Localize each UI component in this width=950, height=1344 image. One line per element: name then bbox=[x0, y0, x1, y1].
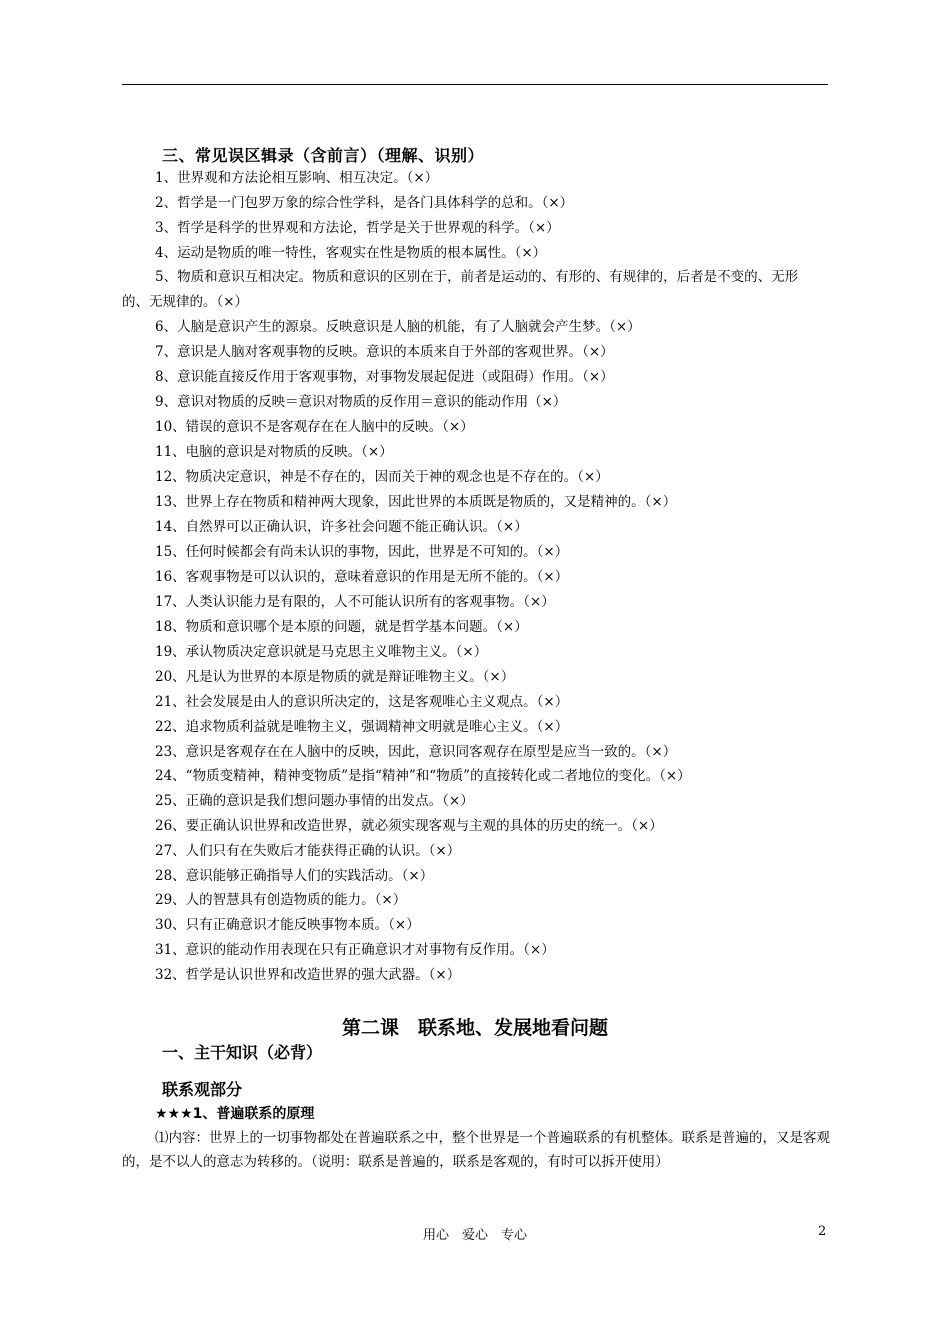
list-item: 5、物质和意识互相决定。物质和意识的区别在于，前者是运动的、有形的、有规律的，后者是不变的、无形的、无规律的。（×） bbox=[122, 269, 799, 310]
header-rule bbox=[122, 84, 828, 85]
list-item: 21、社会发展是由人的意识所决定的，这是客观唯心主义观点。（×） bbox=[155, 694, 569, 710]
list-item: 12、物质决定意识，神是不存在的，因而关于神的观念也是不存在的。（×） bbox=[155, 469, 609, 485]
heading-main-knowledge: 一、主干知识（必背） bbox=[162, 1043, 323, 1062]
list-item: 11、电脑的意识是对物质的反映。（×） bbox=[155, 444, 393, 460]
list-item: 24、“物质变精神，精神变物质”是指“精神”和“物质”的直接转化或二者地位的变化。（×） bbox=[155, 768, 691, 784]
list-item: 19、承认物质决定意识就是马克思主义唯物主义。（×） bbox=[155, 644, 488, 660]
list-item: 31、意识的能动作用表现在只有正确意识才对事物有反作用。（×） bbox=[155, 942, 555, 958]
list-item: 26、要正确认识世界和改造世界，就必须实现客观与主观的具体的历史的统一。（×） bbox=[155, 818, 663, 834]
heading-universal-connection: ★★★1、普遍联系的原理 bbox=[155, 1106, 315, 1122]
list-item: 14、自然界可以正确认识，许多社会问题不能正确认识。（×） bbox=[155, 519, 528, 535]
list-item: 9、意识对物质的反映＝意识对物质的反作用＝意识的能动作用（×） bbox=[155, 394, 567, 410]
list-item: 13、世界上存在物质和精神两大现象，因此世界的本质既是物质的，又是精神的。（×） bbox=[155, 494, 677, 510]
page-number: 2 bbox=[818, 1224, 827, 1239]
list-item: 32、哲学是认识世界和改造世界的强大武器。（×） bbox=[155, 967, 461, 983]
list-item: 2、哲学是一门包罗万象的综合性学科，是各门具体科学的总和。（×） bbox=[155, 195, 574, 211]
list-item: 8、意识能直接反作用于客观事物，对事物发展起促进（或阻碍）作用。（×） bbox=[155, 369, 614, 385]
list-item: 1、世界观和方法论相互影响、相互决定。（×） bbox=[155, 170, 439, 186]
list-item: 3、哲学是科学的世界观和方法论，哲学是关于世界观的科学。（×） bbox=[155, 220, 560, 236]
list-item: 29、人的智慧具有创造物质的能力。（×） bbox=[155, 892, 407, 908]
list-item: 15、任何时候都会有尚未认识的事物，因此，世界是不可知的。（×） bbox=[155, 544, 569, 560]
list-item: 23、意识是客观存在在人脑中的反映，因此，意识同客观存在原型是应当一致的。（×） bbox=[155, 744, 677, 760]
list-item: 10、错误的意识不是客观存在在人脑中的反映。（×） bbox=[155, 419, 474, 435]
page-footer: 用心 爱心 专心 bbox=[422, 1228, 527, 1243]
list-item: 18、物质和意识哪个是本原的问题，就是哲学基本问题。（×） bbox=[155, 619, 528, 635]
lesson-title: 第二课 联系地、发展地看问题 bbox=[341, 1017, 608, 1039]
list-item: 7、意识是人脑对客观事物的反映。意识的本质来自于外部的客观世界。（×） bbox=[155, 344, 614, 360]
list-item: 16、客观事物是可以认识的，意味着意识的作用是无所不能的。（×） bbox=[155, 569, 569, 585]
list-item: 30、只有正确意识才能反映事物本质。（×） bbox=[155, 917, 420, 933]
list-item: 20、凡是认为世界的本原是物质的就是辩证唯物主义。（×） bbox=[155, 669, 515, 685]
body-paragraph: ⑴内容：世界上的一切事物都处在普遍联系之中，整个世界是一个普遍联系的有机整体。联系是普遍的，又是客观的，是不以人的意志为转移的。（说明：联系是普遍的，联系是客观的，有时可以拆开使用） bbox=[122, 1130, 830, 1170]
section-title: 三、常见误区辑录（含前言）（理解、识别） bbox=[162, 146, 485, 165]
list-item: 6、人脑是意识产生的源泉。反映意识是人脑的机能，有了人脑就会产生梦。（×） bbox=[155, 319, 641, 335]
list-item: 4、运动是物质的唯一特性，客观实在性是物质的根本属性。（×） bbox=[155, 245, 547, 261]
list-item: 17、人类认识能力是有限的，人不可能认识所有的客观事物。（×） bbox=[155, 594, 555, 610]
list-item: 27、人们只有在失败后才能获得正确的认识。（×） bbox=[155, 843, 461, 859]
list-item: 22、追求物质利益就是唯物主义，强调精神文明就是唯心主义。（×） bbox=[155, 719, 569, 735]
heading-connection-view: 联系观部分 bbox=[162, 1080, 243, 1099]
list-item: 28、意识能够正确指导人们的实践活动。（×） bbox=[155, 868, 434, 884]
list-item: 25、正确的意识是我们想问题办事情的出发点。（×） bbox=[155, 793, 474, 809]
